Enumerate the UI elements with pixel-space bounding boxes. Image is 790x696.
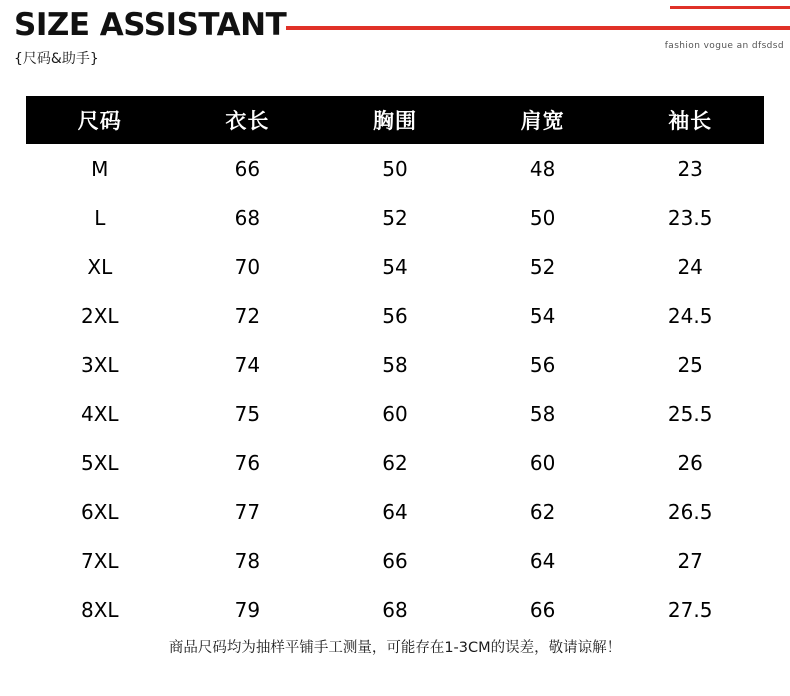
cell-shoulder: 58 <box>469 389 617 438</box>
cell-sleeve: 26.5 <box>616 487 764 536</box>
cell-sleeve: 27.5 <box>616 585 764 634</box>
table-row <box>26 536 764 585</box>
page-title: SIZE ASSISTANT <box>14 7 287 43</box>
cell-size: 6XL <box>26 487 174 536</box>
cell-length: 74 <box>174 340 322 389</box>
cell-shoulder: 48 <box>469 144 617 193</box>
cell-sleeve: 25 <box>616 340 764 389</box>
cell-sleeve: 27 <box>616 536 764 585</box>
table-row <box>26 438 764 487</box>
cell-length: 72 <box>174 291 322 340</box>
cell-length: 78 <box>174 536 322 585</box>
table-row <box>26 487 764 536</box>
cell-bust: 66 <box>321 536 469 585</box>
table-row <box>26 193 764 242</box>
column-header-sleeve: 袖长 <box>616 96 764 144</box>
cell-size: M <box>26 144 174 193</box>
cell-sleeve: 24 <box>616 242 764 291</box>
cell-sleeve: 23.5 <box>616 193 764 242</box>
size-table-body <box>26 144 764 634</box>
cell-size: 7XL <box>26 536 174 585</box>
cell-shoulder: 54 <box>469 291 617 340</box>
cell-length: 79 <box>174 585 322 634</box>
cell-sleeve: 24.5 <box>616 291 764 340</box>
page-subtitle: {尺码&助手} <box>14 50 99 67</box>
column-header-shoulder: 肩宽 <box>469 96 617 144</box>
table-row <box>26 242 764 291</box>
cell-size: 8XL <box>26 585 174 634</box>
cell-bust: 62 <box>321 438 469 487</box>
cell-length: 75 <box>174 389 322 438</box>
cell-length: 76 <box>174 438 322 487</box>
cell-size: L <box>26 193 174 242</box>
cell-length: 77 <box>174 487 322 536</box>
cell-size: XL <box>26 242 174 291</box>
header <box>0 0 790 68</box>
cell-shoulder: 60 <box>469 438 617 487</box>
cell-shoulder: 56 <box>469 340 617 389</box>
column-header-size: 尺码 <box>26 96 174 144</box>
cell-bust: 58 <box>321 340 469 389</box>
cell-sleeve: 23 <box>616 144 764 193</box>
cell-size: 3XL <box>26 340 174 389</box>
cell-bust: 54 <box>321 242 469 291</box>
table-row <box>26 389 764 438</box>
cell-bust: 68 <box>321 585 469 634</box>
table-row <box>26 585 764 634</box>
column-header-length: 衣长 <box>174 96 322 144</box>
cell-bust: 52 <box>321 193 469 242</box>
cell-bust: 56 <box>321 291 469 340</box>
cell-shoulder: 64 <box>469 536 617 585</box>
measurement-disclaimer: 商品尺码均为抽样平铺手工测量，可能存在1-3CM的误差，敬请谅解！ <box>168 640 622 656</box>
size-table-head <box>26 96 764 144</box>
size-table <box>26 96 764 634</box>
cell-length: 66 <box>174 144 322 193</box>
table-row <box>26 291 764 340</box>
brand-tagline: fashion vogue an dfsdsd <box>664 41 784 51</box>
table-row <box>26 144 764 193</box>
cell-size: 5XL <box>26 438 174 487</box>
cell-bust: 64 <box>321 487 469 536</box>
cell-length: 68 <box>174 193 322 242</box>
cell-shoulder: 50 <box>469 193 617 242</box>
cell-bust: 50 <box>321 144 469 193</box>
table-row <box>26 340 764 389</box>
cell-shoulder: 66 <box>469 585 617 634</box>
cell-length: 70 <box>174 242 322 291</box>
cell-bust: 60 <box>321 389 469 438</box>
size-table-container <box>26 96 764 634</box>
title-accent-rule <box>286 26 790 30</box>
cell-shoulder: 62 <box>469 487 617 536</box>
cell-size: 4XL <box>26 389 174 438</box>
column-header-bust: 胸围 <box>321 96 469 144</box>
table-header-row <box>26 96 764 144</box>
cell-sleeve: 25.5 <box>616 389 764 438</box>
cell-size: 2XL <box>26 291 174 340</box>
cell-sleeve: 26 <box>616 438 764 487</box>
cell-shoulder: 52 <box>469 242 617 291</box>
